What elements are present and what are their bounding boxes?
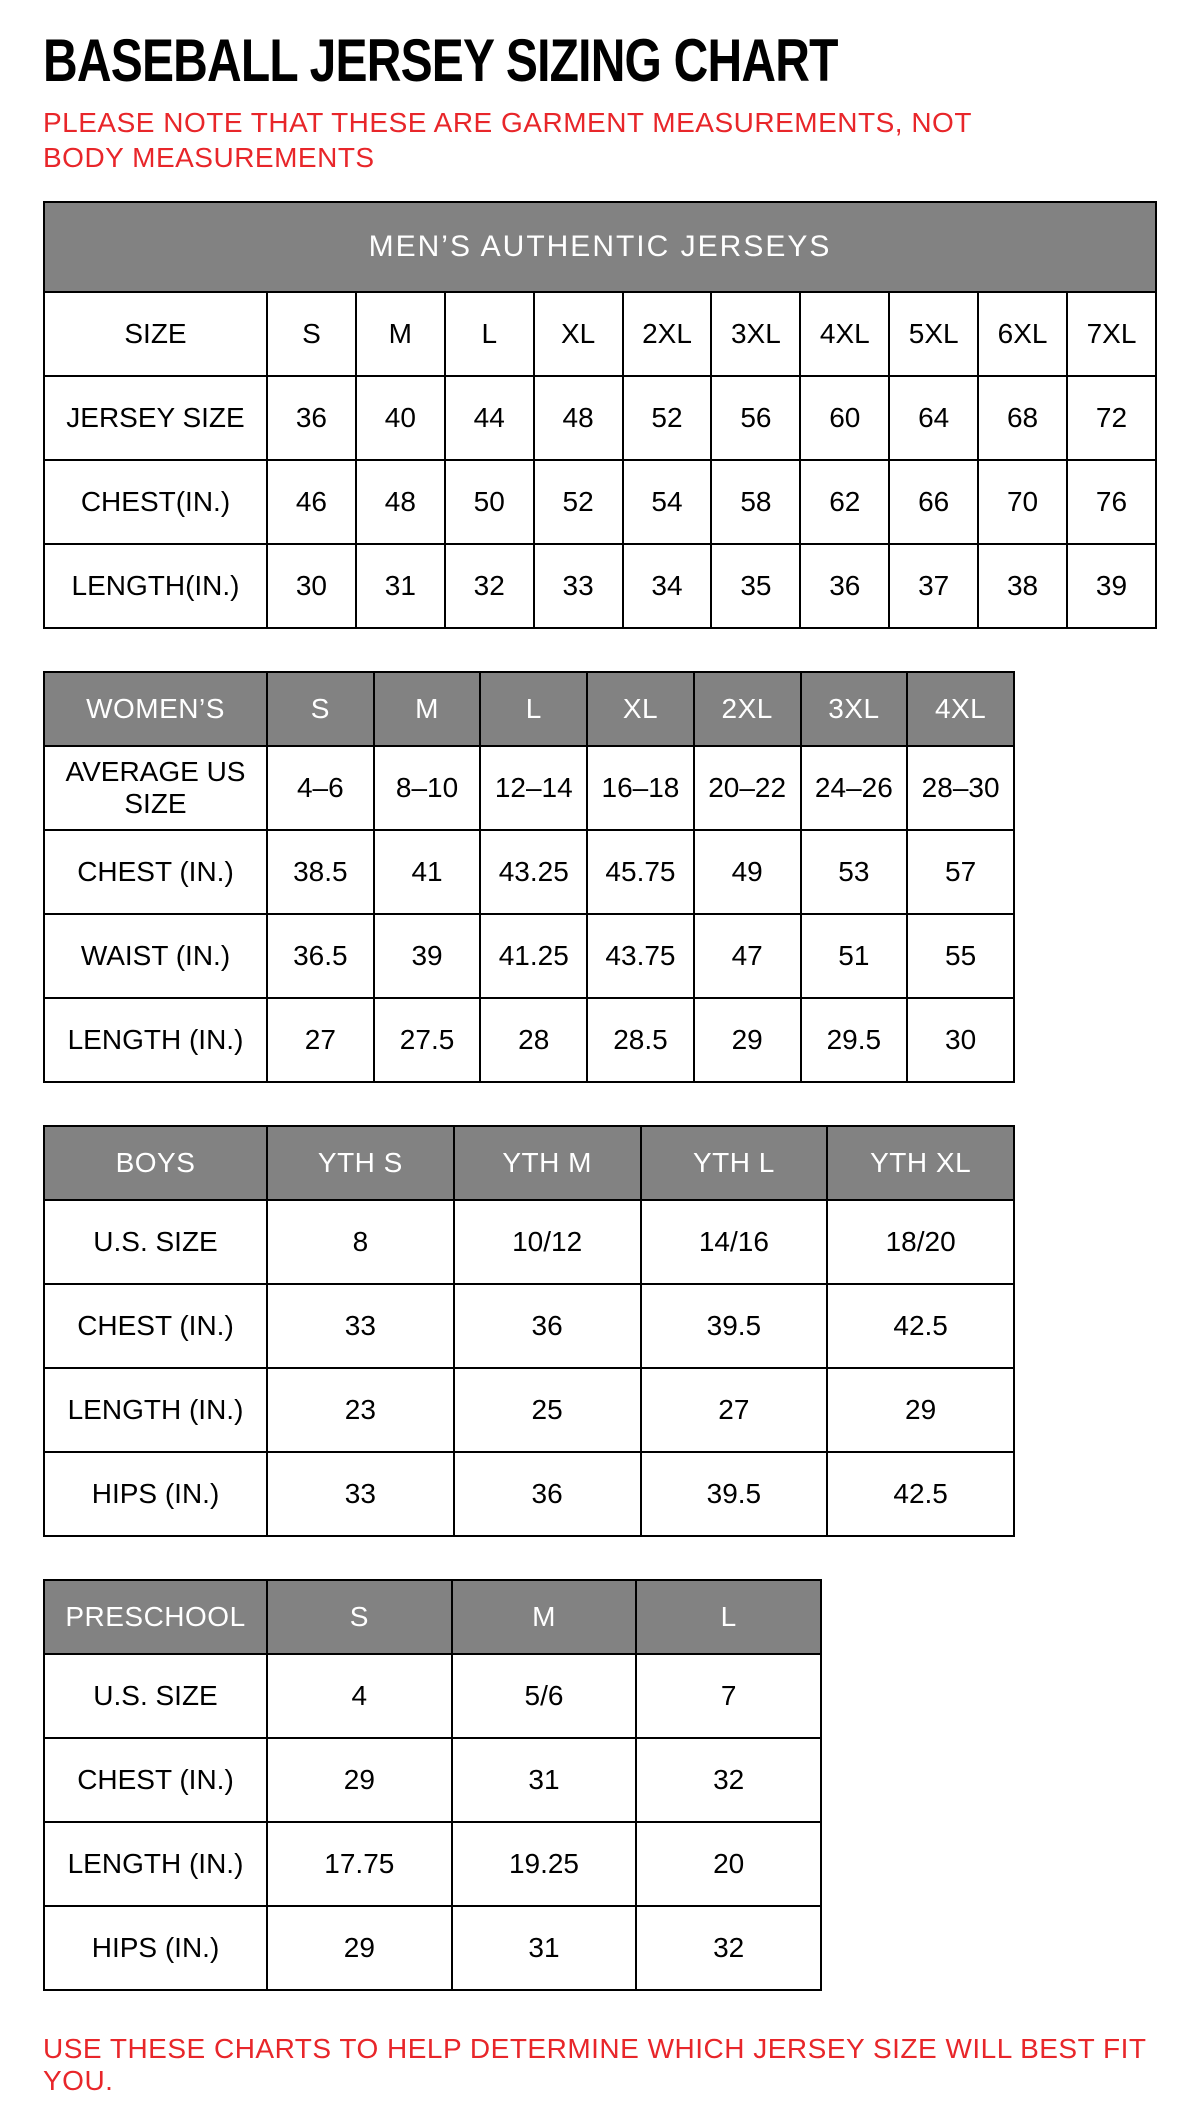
data-cell: 36 bbox=[267, 376, 356, 460]
data-cell: 27 bbox=[641, 1368, 828, 1452]
data-cell: 42.5 bbox=[827, 1452, 1014, 1536]
garment-measurement-note: PLEASE NOTE THAT THESE ARE GARMENT MEASUREMENTS, NOT BODY MEASUREMENTS bbox=[43, 107, 972, 173]
header-row bbox=[44, 1580, 821, 1654]
mens-table-banner: MEN’S AUTHENTIC JERSEYS bbox=[44, 202, 1156, 292]
data-cell: 29.5 bbox=[801, 998, 908, 1082]
column-header: YTH M bbox=[454, 1126, 641, 1200]
table-row bbox=[44, 1822, 821, 1906]
table-row bbox=[44, 1200, 1014, 1284]
data-cell: 39 bbox=[374, 914, 481, 998]
table-row bbox=[44, 1452, 1014, 1536]
data-cell: 70 bbox=[978, 460, 1067, 544]
data-cell: 64 bbox=[889, 376, 978, 460]
column-header: YTH XL bbox=[827, 1126, 1014, 1200]
column-header: S bbox=[267, 1580, 452, 1654]
data-cell: 28–30 bbox=[907, 746, 1014, 830]
data-cell: 35 bbox=[711, 544, 800, 628]
data-cell: 41.25 bbox=[480, 914, 587, 998]
data-cell: 36 bbox=[800, 544, 889, 628]
data-cell: 30 bbox=[267, 544, 356, 628]
data-cell: 29 bbox=[267, 1738, 452, 1822]
data-cell: 43.25 bbox=[480, 830, 587, 914]
data-cell: 48 bbox=[356, 460, 445, 544]
data-cell: 8–10 bbox=[374, 746, 481, 830]
data-cell: 57 bbox=[907, 830, 1014, 914]
column-header: XL bbox=[534, 292, 623, 376]
data-cell: 32 bbox=[445, 544, 534, 628]
data-cell: 36 bbox=[454, 1452, 641, 1536]
column-header: BOYS bbox=[44, 1126, 267, 1200]
data-cell: 10/12 bbox=[454, 1200, 641, 1284]
data-cell: 34 bbox=[623, 544, 712, 628]
data-cell: 53 bbox=[801, 830, 908, 914]
data-cell: 31 bbox=[356, 544, 445, 628]
row-label: JERSEY SIZE bbox=[44, 376, 267, 460]
row-label: LENGTH (IN.) bbox=[44, 1822, 267, 1906]
data-cell: 55 bbox=[907, 914, 1014, 998]
data-cell: 27.5 bbox=[374, 998, 481, 1082]
data-cell: 41 bbox=[374, 830, 481, 914]
table-row bbox=[44, 1368, 1014, 1452]
data-cell: 7 bbox=[636, 1654, 821, 1738]
header-row bbox=[44, 672, 1014, 746]
data-cell: 33 bbox=[534, 544, 623, 628]
data-cell: 37 bbox=[889, 544, 978, 628]
table-row bbox=[44, 914, 1014, 998]
data-cell: 72 bbox=[1067, 376, 1156, 460]
data-cell: 8 bbox=[267, 1200, 454, 1284]
data-cell: 24–26 bbox=[801, 746, 908, 830]
column-header: 5XL bbox=[889, 292, 978, 376]
row-label: LENGTH (IN.) bbox=[44, 998, 267, 1082]
data-cell: 62 bbox=[800, 460, 889, 544]
data-cell: 44 bbox=[445, 376, 534, 460]
data-cell: 43.75 bbox=[587, 914, 694, 998]
boys-sizing-table bbox=[43, 1125, 1015, 1537]
data-cell: 28.5 bbox=[587, 998, 694, 1082]
data-cell: 50 bbox=[445, 460, 534, 544]
column-header: SIZE bbox=[44, 292, 267, 376]
data-cell: 52 bbox=[534, 460, 623, 544]
data-cell: 25 bbox=[454, 1368, 641, 1452]
column-header: L bbox=[636, 1580, 821, 1654]
data-cell: 36.5 bbox=[267, 914, 374, 998]
data-cell: 32 bbox=[636, 1738, 821, 1822]
data-cell: 31 bbox=[452, 1738, 637, 1822]
data-cell: 30 bbox=[907, 998, 1014, 1082]
data-cell: 32 bbox=[636, 1906, 821, 1990]
data-cell: 28 bbox=[480, 998, 587, 1082]
data-cell: 76 bbox=[1067, 460, 1156, 544]
row-label: LENGTH (IN.) bbox=[44, 1368, 267, 1452]
data-cell: 17.75 bbox=[267, 1822, 452, 1906]
mens-sizing-table bbox=[43, 201, 1157, 629]
table-row bbox=[44, 830, 1014, 914]
column-header: 3XL bbox=[711, 292, 800, 376]
data-cell: 36 bbox=[454, 1284, 641, 1368]
row-label: CHEST(IN.) bbox=[44, 460, 267, 544]
column-header: M bbox=[356, 292, 445, 376]
data-cell: 5/6 bbox=[452, 1654, 637, 1738]
data-cell: 33 bbox=[267, 1452, 454, 1536]
column-header: 6XL bbox=[978, 292, 1067, 376]
row-label: U.S. SIZE bbox=[44, 1200, 267, 1284]
data-cell: 42.5 bbox=[827, 1284, 1014, 1368]
column-header: YTH S bbox=[267, 1126, 454, 1200]
data-cell: 68 bbox=[978, 376, 1067, 460]
table-row bbox=[44, 998, 1014, 1082]
table-row bbox=[44, 460, 1156, 544]
data-cell: 45.75 bbox=[587, 830, 694, 914]
column-header: S bbox=[267, 672, 374, 746]
row-label: CHEST (IN.) bbox=[44, 1284, 267, 1368]
row-label: CHEST (IN.) bbox=[44, 1738, 267, 1822]
data-cell: 39.5 bbox=[641, 1284, 828, 1368]
data-cell: 31 bbox=[452, 1906, 637, 1990]
data-cell: 33 bbox=[267, 1284, 454, 1368]
data-cell: 60 bbox=[800, 376, 889, 460]
row-label: U.S. SIZE bbox=[44, 1654, 267, 1738]
column-header: M bbox=[374, 672, 481, 746]
data-cell: 27 bbox=[267, 998, 374, 1082]
column-header: 3XL bbox=[801, 672, 908, 746]
data-cell: 23 bbox=[267, 1368, 454, 1452]
data-cell: 4–6 bbox=[267, 746, 374, 830]
row-label: CHEST (IN.) bbox=[44, 830, 267, 914]
preschool-sizing-table bbox=[43, 1579, 822, 1991]
data-cell: 14/16 bbox=[641, 1200, 828, 1284]
row-label: HIPS (IN.) bbox=[44, 1452, 267, 1536]
column-header: 2XL bbox=[623, 292, 712, 376]
column-header: M bbox=[452, 1580, 637, 1654]
data-cell: 20 bbox=[636, 1822, 821, 1906]
data-cell: 54 bbox=[623, 460, 712, 544]
data-cell: 66 bbox=[889, 460, 978, 544]
womens-sizing-table bbox=[43, 671, 1015, 1083]
column-header: 7XL bbox=[1067, 292, 1156, 376]
row-label: AVERAGE US SIZE bbox=[44, 746, 267, 830]
row-label: LENGTH(IN.) bbox=[44, 544, 267, 628]
data-cell: 38.5 bbox=[267, 830, 374, 914]
data-cell: 29 bbox=[694, 998, 801, 1082]
page-title: BASEBALL JERSEY SIZING CHART bbox=[43, 27, 838, 94]
row-label: HIPS (IN.) bbox=[44, 1906, 267, 1990]
data-cell: 16–18 bbox=[587, 746, 694, 830]
column-header: S bbox=[267, 292, 356, 376]
data-cell: 39.5 bbox=[641, 1452, 828, 1536]
data-cell: 4 bbox=[267, 1654, 452, 1738]
column-header: 2XL bbox=[694, 672, 801, 746]
data-cell: 18/20 bbox=[827, 1200, 1014, 1284]
data-cell: 46 bbox=[267, 460, 356, 544]
data-cell: 58 bbox=[711, 460, 800, 544]
header-row bbox=[44, 292, 1156, 376]
column-header: PRESCHOOL bbox=[44, 1580, 267, 1654]
column-header: 4XL bbox=[907, 672, 1014, 746]
data-cell: 49 bbox=[694, 830, 801, 914]
column-header: WOMEN’S bbox=[44, 672, 267, 746]
column-header: L bbox=[445, 292, 534, 376]
row-label: WAIST (IN.) bbox=[44, 914, 267, 998]
table-row bbox=[44, 1906, 821, 1990]
column-header: XL bbox=[587, 672, 694, 746]
data-cell: 39 bbox=[1067, 544, 1156, 628]
data-cell: 48 bbox=[534, 376, 623, 460]
table-row bbox=[44, 746, 1014, 830]
data-cell: 20–22 bbox=[694, 746, 801, 830]
table-row bbox=[44, 1654, 821, 1738]
column-header: YTH L bbox=[641, 1126, 828, 1200]
data-cell: 29 bbox=[267, 1906, 452, 1990]
data-cell: 40 bbox=[356, 376, 445, 460]
data-cell: 52 bbox=[623, 376, 712, 460]
data-cell: 51 bbox=[801, 914, 908, 998]
footer-note: USE THESE CHARTS TO HELP DETERMINE WHICH JERSEY SIZE WILL BEST FIT YOU. bbox=[43, 2033, 1146, 2096]
header-row bbox=[44, 1126, 1014, 1200]
data-cell: 38 bbox=[978, 544, 1067, 628]
data-cell: 56 bbox=[711, 376, 800, 460]
data-cell: 12–14 bbox=[480, 746, 587, 830]
data-cell: 29 bbox=[827, 1368, 1014, 1452]
data-cell: 19.25 bbox=[452, 1822, 637, 1906]
table-row bbox=[44, 1738, 821, 1822]
data-cell: 47 bbox=[694, 914, 801, 998]
column-header: L bbox=[480, 672, 587, 746]
column-header: 4XL bbox=[800, 292, 889, 376]
table-row bbox=[44, 544, 1156, 628]
table-row bbox=[44, 1284, 1014, 1368]
table-row bbox=[44, 376, 1156, 460]
